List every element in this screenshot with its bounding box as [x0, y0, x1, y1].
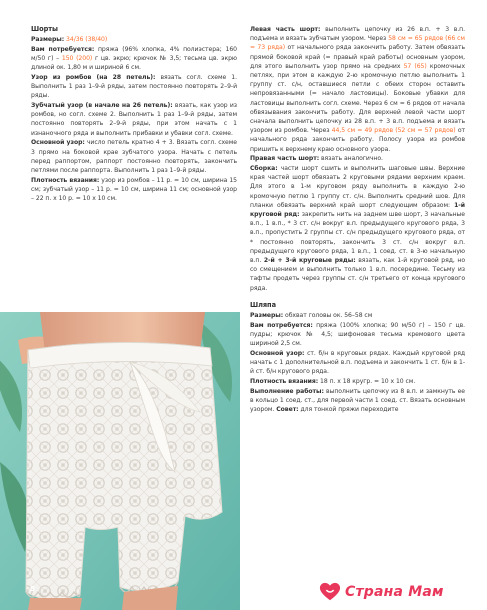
- left-part-text-2: от начального ряда закончить работу. Затем обвязать прямой боковой край (= правый край работы) основным узором, для этого выполнить узор прямо на средних: [250, 44, 465, 70]
- assembly-label: Сборка:: [250, 165, 278, 173]
- shorts-assembly-column: [250, 25, 465, 414]
- materials-text-cont: г цв. экрю; крючок № 3,5; тесьма цв. экрю длиной ок. 1,80 м и шириной 6 см.: [31, 55, 237, 72]
- materials-label: Вам потребуется:: [31, 45, 95, 53]
- crochet-shorts-photo: [0, 312, 240, 610]
- knitting-density: [31, 176, 237, 204]
- hat-materials-text: пряжа (100% хлопка; 90 м/50 г) – 150 г цв. пудры; крючок № 4,5; шифоновая тесьма кремового цвета шириной 2,5 см.: [250, 321, 466, 348]
- page-number: 8: [30, 585, 35, 593]
- zigzag-label: Зубчатый узор (в начале на 26 петель):: [31, 102, 173, 110]
- round23-text: вязать, как 1-й круговой ряд, но со смещением и выполнить только 1 в.п. посередине. Тесьму из тафты продеть через группы ст. с/н третьего от конца кругового ряда.: [250, 257, 465, 292]
- hat-density-text: 18 п. х 18 кругр. = 10 х 10 см.: [320, 377, 416, 385]
- hat-materials-label: Вам потребуется:: [250, 321, 313, 329]
- main-pattern: [31, 138, 237, 175]
- round1-text: закрепить нить на заднем шве шорт, 3 начальные в.п., 1 в.п., * 3 ст. с/н вокруг в.п. предыдущего кругового ряда, 3 в.п., пропустить 2 группы ст. с/н предыдущего кругового ряда, от * постоянно повторять, закончить 3 ст. с/н вокруг в.п. предыдущего кругового ряда, 1 в.п., 1 соед. ст. в 3-ю начальную в.п.: [250, 211, 465, 265]
- hat-tip-label: Совет:: [276, 406, 299, 414]
- hat-main-pattern: [250, 349, 465, 377]
- hat-main-text: ст. б/н в круговых рядах. Каждый круговой ряд начать с 1 дополнительной в.п. подъема и закончить 1 ст. б/н в 1-й ст. б/н кругового ряда.: [250, 349, 465, 376]
- assembly-text: части шорт сшить и выполнить шаговые швы. Верхние края частей шорт обвязать 2 круговыми рядами верхним краем. Для этого в 1-м круговом ряду выполнить в каждую 2-ю кромочную петлю 1 группу ст. с/н. Выполнить средний шов. Для планки обвязать верхний край шорт следующим образом:: [250, 165, 465, 209]
- hat-main-label: Основной узор:: [250, 349, 305, 357]
- hat-tip-text: для тонкой пряжи переходите: [300, 406, 399, 414]
- hat-sizes-label: Размеры:: [250, 311, 284, 319]
- hat-sizes: [250, 311, 465, 320]
- right-part-label: Правая часть шорт:: [250, 155, 320, 163]
- shorts-sizes: [31, 35, 237, 44]
- right-part-section: [250, 154, 465, 163]
- density-label: Плотность вязания:: [31, 176, 100, 184]
- hat-sizes-text: обхват головы ок. 56–58 см: [285, 311, 373, 319]
- hat-work-text: выполнить цепочку из 8 в.п. и замкнуть ее в кольцо 1 соед. ст., для первой части 1 соед. ст. Вязать основным узором.: [250, 387, 465, 414]
- sizes-value: 34/36 (38/40): [66, 36, 108, 44]
- right-part-text: вязать аналогично.: [320, 155, 383, 163]
- left-part-text: выполнить цепочку из 26 в.п. + 3 в.п. подъема и вязать зубчатым узором. Через: [250, 26, 466, 43]
- rhombus-text: вязать согл. схеме 1. Выполнить 1 раз 1–9-й ряды, затем постоянно повторять 2–9-й ряды.: [31, 73, 238, 100]
- left-part-rows: 44,5 см = 49 рядов (52 см = 57 рядов): [331, 127, 456, 135]
- rhombus-label: Узор из ромбов (на 28 петель):: [31, 73, 156, 81]
- zigzag-pattern: [31, 101, 237, 138]
- watermark-text: Страна Мам: [345, 584, 444, 600]
- heart-icon: [319, 581, 341, 603]
- round23-label: 2-й + 3-й круговые ряды:: [263, 257, 356, 265]
- hat-title: Шляпа: [250, 300, 276, 309]
- hat-materials: [250, 321, 465, 349]
- shorts-instructions-column: [31, 25, 237, 203]
- left-part-label: Левая часть шорт:: [250, 26, 321, 33]
- main-pattern-label: Основной узор:: [31, 139, 85, 147]
- hat-work: [250, 387, 465, 415]
- left-part-text-3: кромочных петлях, при этом в каждую 2-ю кромочную петлю выполнить 1 группу ст. с/н, оставшиеся петли с обеих сторон оставить непровязанными (= начало ластовицы). Боковые убавки для ластовицы выполнить согл. схеме. Через 6 см = 6 рядов от начала обвязывания закончить работу. Для верхней левой части шорт сначала выполнить цепочку из 28 в.п. + 3 в.п. подъема и вязать узором из ромбов. Через: [250, 62, 466, 135]
- hat-work-label: Выполнение работы:: [250, 387, 324, 395]
- hat-density-label: Плотность вязания:: [250, 377, 319, 385]
- photo-illustration: [0, 312, 240, 610]
- materials-text: пряжа (96% хлопка, 4% полиэстера; 160 м/50 г) –: [31, 45, 237, 62]
- left-part-length: 58 см = 65 рядов (66 см = 73 ряда): [250, 35, 465, 52]
- density-text: узор из ромбов – 11 р. = 10 см, ширина 15 см; зубчатый узор – 11 р. = 10 см, ширина 11 см; основной узор – 22 п. х 10 р. = 10 х 10 см.: [31, 176, 237, 203]
- main-pattern-text: число петель кратно 4 + 3. Вязать согл. схеме 3 прямо на боковой крае зубчатого узора. Начать с петель перед раппортом, раппорт постоянно повторять, закончить петлями после раппорта. Выполнить 1 раз 1–9-й ряды.: [31, 139, 237, 174]
- assembly-section: [250, 164, 465, 293]
- left-part-section: [250, 25, 465, 154]
- round1-label: 1-й круговой ряд:: [250, 201, 465, 219]
- materials-quantity: 150 (200): [61, 55, 93, 62]
- shorts-materials: [31, 45, 237, 73]
- rhombus-pattern: [31, 73, 237, 101]
- zigzag-text: вязать, как узор из ромбов, но согл. схеме 2. Выполнить 1 раз 1–9-й ряды, затем постоянно повторять 2–9-й ряды, при этом начать с 1 изнаночного ряда и выполнить прибавки и убавки согл. схеме.: [31, 102, 237, 137]
- left-part-text-4: от начального ряда закончить работу. Полосу узора из ромбов пришить к верхнему краю основного узора.: [250, 127, 465, 153]
- left-part-stitches: 57 (65): [403, 62, 427, 70]
- hat-density: [250, 377, 465, 386]
- sizes-label: Размеры:: [31, 36, 65, 44]
- site-watermark: [319, 580, 479, 604]
- shorts-title: Шорты: [31, 25, 58, 33]
